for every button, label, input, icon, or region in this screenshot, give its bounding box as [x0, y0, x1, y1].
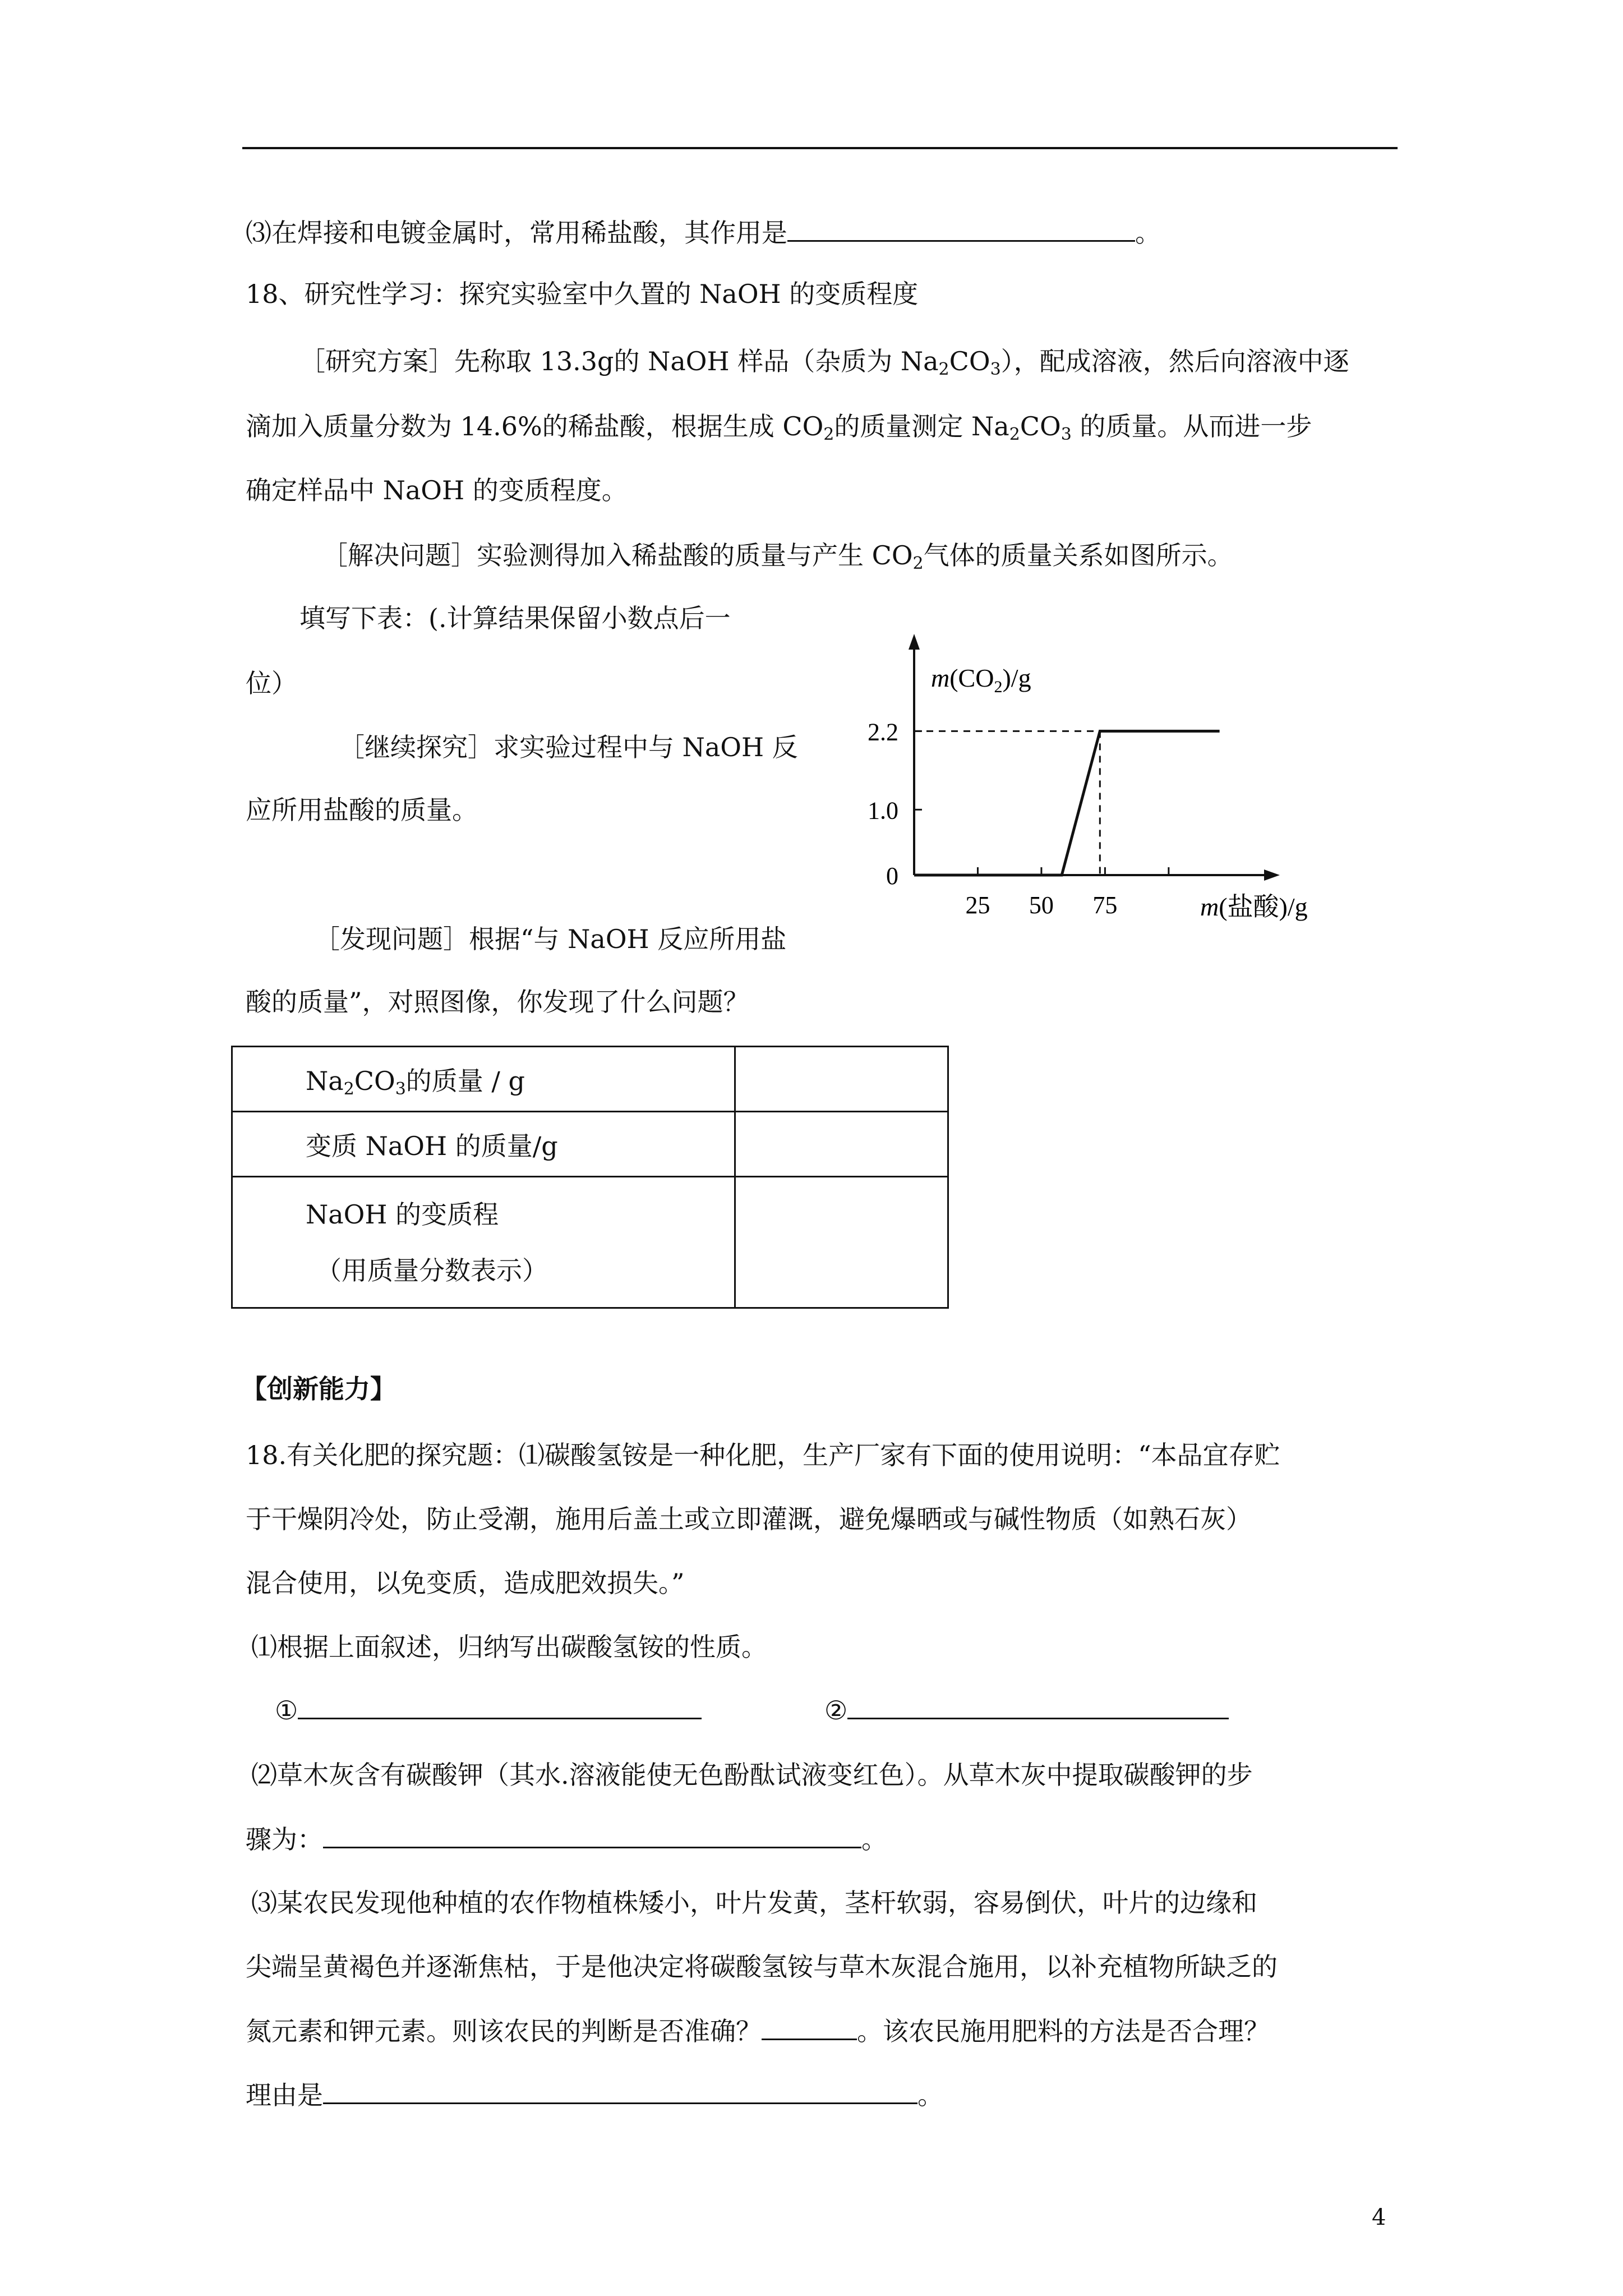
- y-tick-label: 0: [886, 862, 898, 890]
- y-tick-label: 2.2: [868, 718, 898, 746]
- section-heading: 【创新能力】: [241, 1374, 396, 1404]
- x-tick-label: 25: [965, 891, 990, 919]
- y-axis-label: $m(CO_2)/g$: [931, 664, 1031, 696]
- x-tick-label: 75: [1092, 891, 1118, 919]
- answer-blank[interactable]: [847, 1693, 1229, 1719]
- x-axis-arrow: [1264, 869, 1280, 881]
- innov-line-2: 于干燥阴冷处，防止受潮，施用后盖土或立即灌溉，避免爆晒或与碱性物质（如熟石灰）: [246, 1504, 1252, 1534]
- continue-line-1: ［继续探究］求实验过程中与 NaOH 反: [339, 732, 798, 762]
- answer-blank[interactable]: [323, 2078, 917, 2104]
- punct: 。: [1135, 218, 1161, 248]
- header-rule: [242, 147, 1398, 149]
- table-row: [232, 1177, 948, 1308]
- innov-q3-line-2: 尖端呈黄褐色并逐渐焦枯，于是他决定将碳酸氢铵与草木灰混合施用，以补充植物所缺乏的: [246, 1952, 1278, 1982]
- innov-q1: ⑴根据上面叙述，归纳写出碳酸氢铵的性质。: [251, 1632, 767, 1662]
- innov-q2-line-1: ⑵草木灰含有碳酸钾（其水.溶液能使无色酚酞试液变红色）。从草木灰中提取碳酸钾的步: [251, 1760, 1253, 1790]
- innov-q2-line-2: 骤为： 。: [246, 1822, 887, 1856]
- table-cell-label: NaOH 的变质程 （用质量分数表示）: [232, 1177, 735, 1308]
- answer-blank[interactable]: [298, 1693, 702, 1719]
- weld-question: [246, 215, 1161, 250]
- weld-question-text: ⑶在焊接和电镀金属时，常用稀盐酸，其作用是: [246, 218, 787, 248]
- answer-blank[interactable]: [323, 1822, 861, 1848]
- plan-line-1: ［研究方案］先称取 13.3g的 NaOH 样品（杂质为 $Na_2CO_3$），配成溶液，然后向溶液中逐: [299, 346, 1349, 379]
- continue-line-2: 应所用盐酸的质量。: [246, 795, 478, 825]
- innov-line-1: 18.有关化肥的探究题：⑴碳酸氢铵是一种化肥，生产厂家有下面的使用说明：“本品宜存贮: [246, 1440, 1280, 1470]
- fill-line-2: 位）: [246, 668, 297, 698]
- fill-line-1: 填写下表：(.计算结果保留小数点后一: [299, 603, 731, 633]
- answer-blank[interactable]: [762, 2014, 857, 2040]
- table-answer-cell[interactable]: [735, 1177, 948, 1308]
- answer-blank[interactable]: [787, 215, 1135, 242]
- table-row: [232, 1047, 948, 1112]
- solve-line: ［解决问题］实验测得加入稀盐酸的质量与产生 $CO_2$气体的质量关系如图所示。: [322, 540, 1233, 573]
- y-axis-arrow: [909, 634, 920, 650]
- discover-line-1: ［发现问题］根据“与 NaOH 反应所用盐: [314, 924, 787, 954]
- y-tick-label: 1.0: [868, 797, 898, 825]
- q18-title: 18、研究性学习：探究实验室中久置的 NaOH 的变质程度: [246, 279, 919, 309]
- plan-line-2: 滴加入质量分数为 14.6%的稀盐酸，根据生成 $CO_2$的质量测定 $Na_2CO_3$ 的质量。从而进一步: [246, 411, 1312, 444]
- table-answer-cell[interactable]: [735, 1047, 948, 1112]
- table-answer-cell[interactable]: [735, 1112, 948, 1177]
- discover-line-2: 酸的质量”，对照图像，你发现了什么问题？: [246, 987, 749, 1017]
- x-tick-label: 50: [1029, 891, 1054, 919]
- x-axis-label: m(盐酸)/g: [1200, 892, 1308, 921]
- answer-2: ②: [824, 1693, 1229, 1727]
- innov-line-3: 混合使用，以免变质，造成肥效损失。”: [246, 1568, 685, 1598]
- page-number: 4: [1372, 2205, 1386, 2230]
- answer-1: ①: [275, 1693, 702, 1727]
- result-table: [231, 1046, 949, 1309]
- table-cell-label: 变质 NaOH 的质量/g: [232, 1112, 735, 1177]
- innov-q3-line-3: 氮元素和钾元素。则该农民的判断是否准确？ 。该农民施用肥料的方法是否合理？: [246, 2014, 1270, 2048]
- table-row: [232, 1112, 948, 1177]
- co2-mass-chart: [830, 628, 1324, 942]
- innov-q3-line-4: 理由是 。: [246, 2078, 943, 2112]
- table-cell-label: $Na_2CO_3$的质量 / g: [232, 1047, 735, 1112]
- co2-series-line: [914, 731, 1220, 875]
- plan-line-3: 确定样品中 NaOH 的变质程度。: [246, 475, 628, 505]
- innov-q3-line-1: ⑶某农民发现他种植的农作物植株矮小，叶片发黄，茎杆软弱，容易倒伏，叶片的边缘和: [251, 1888, 1257, 1918]
